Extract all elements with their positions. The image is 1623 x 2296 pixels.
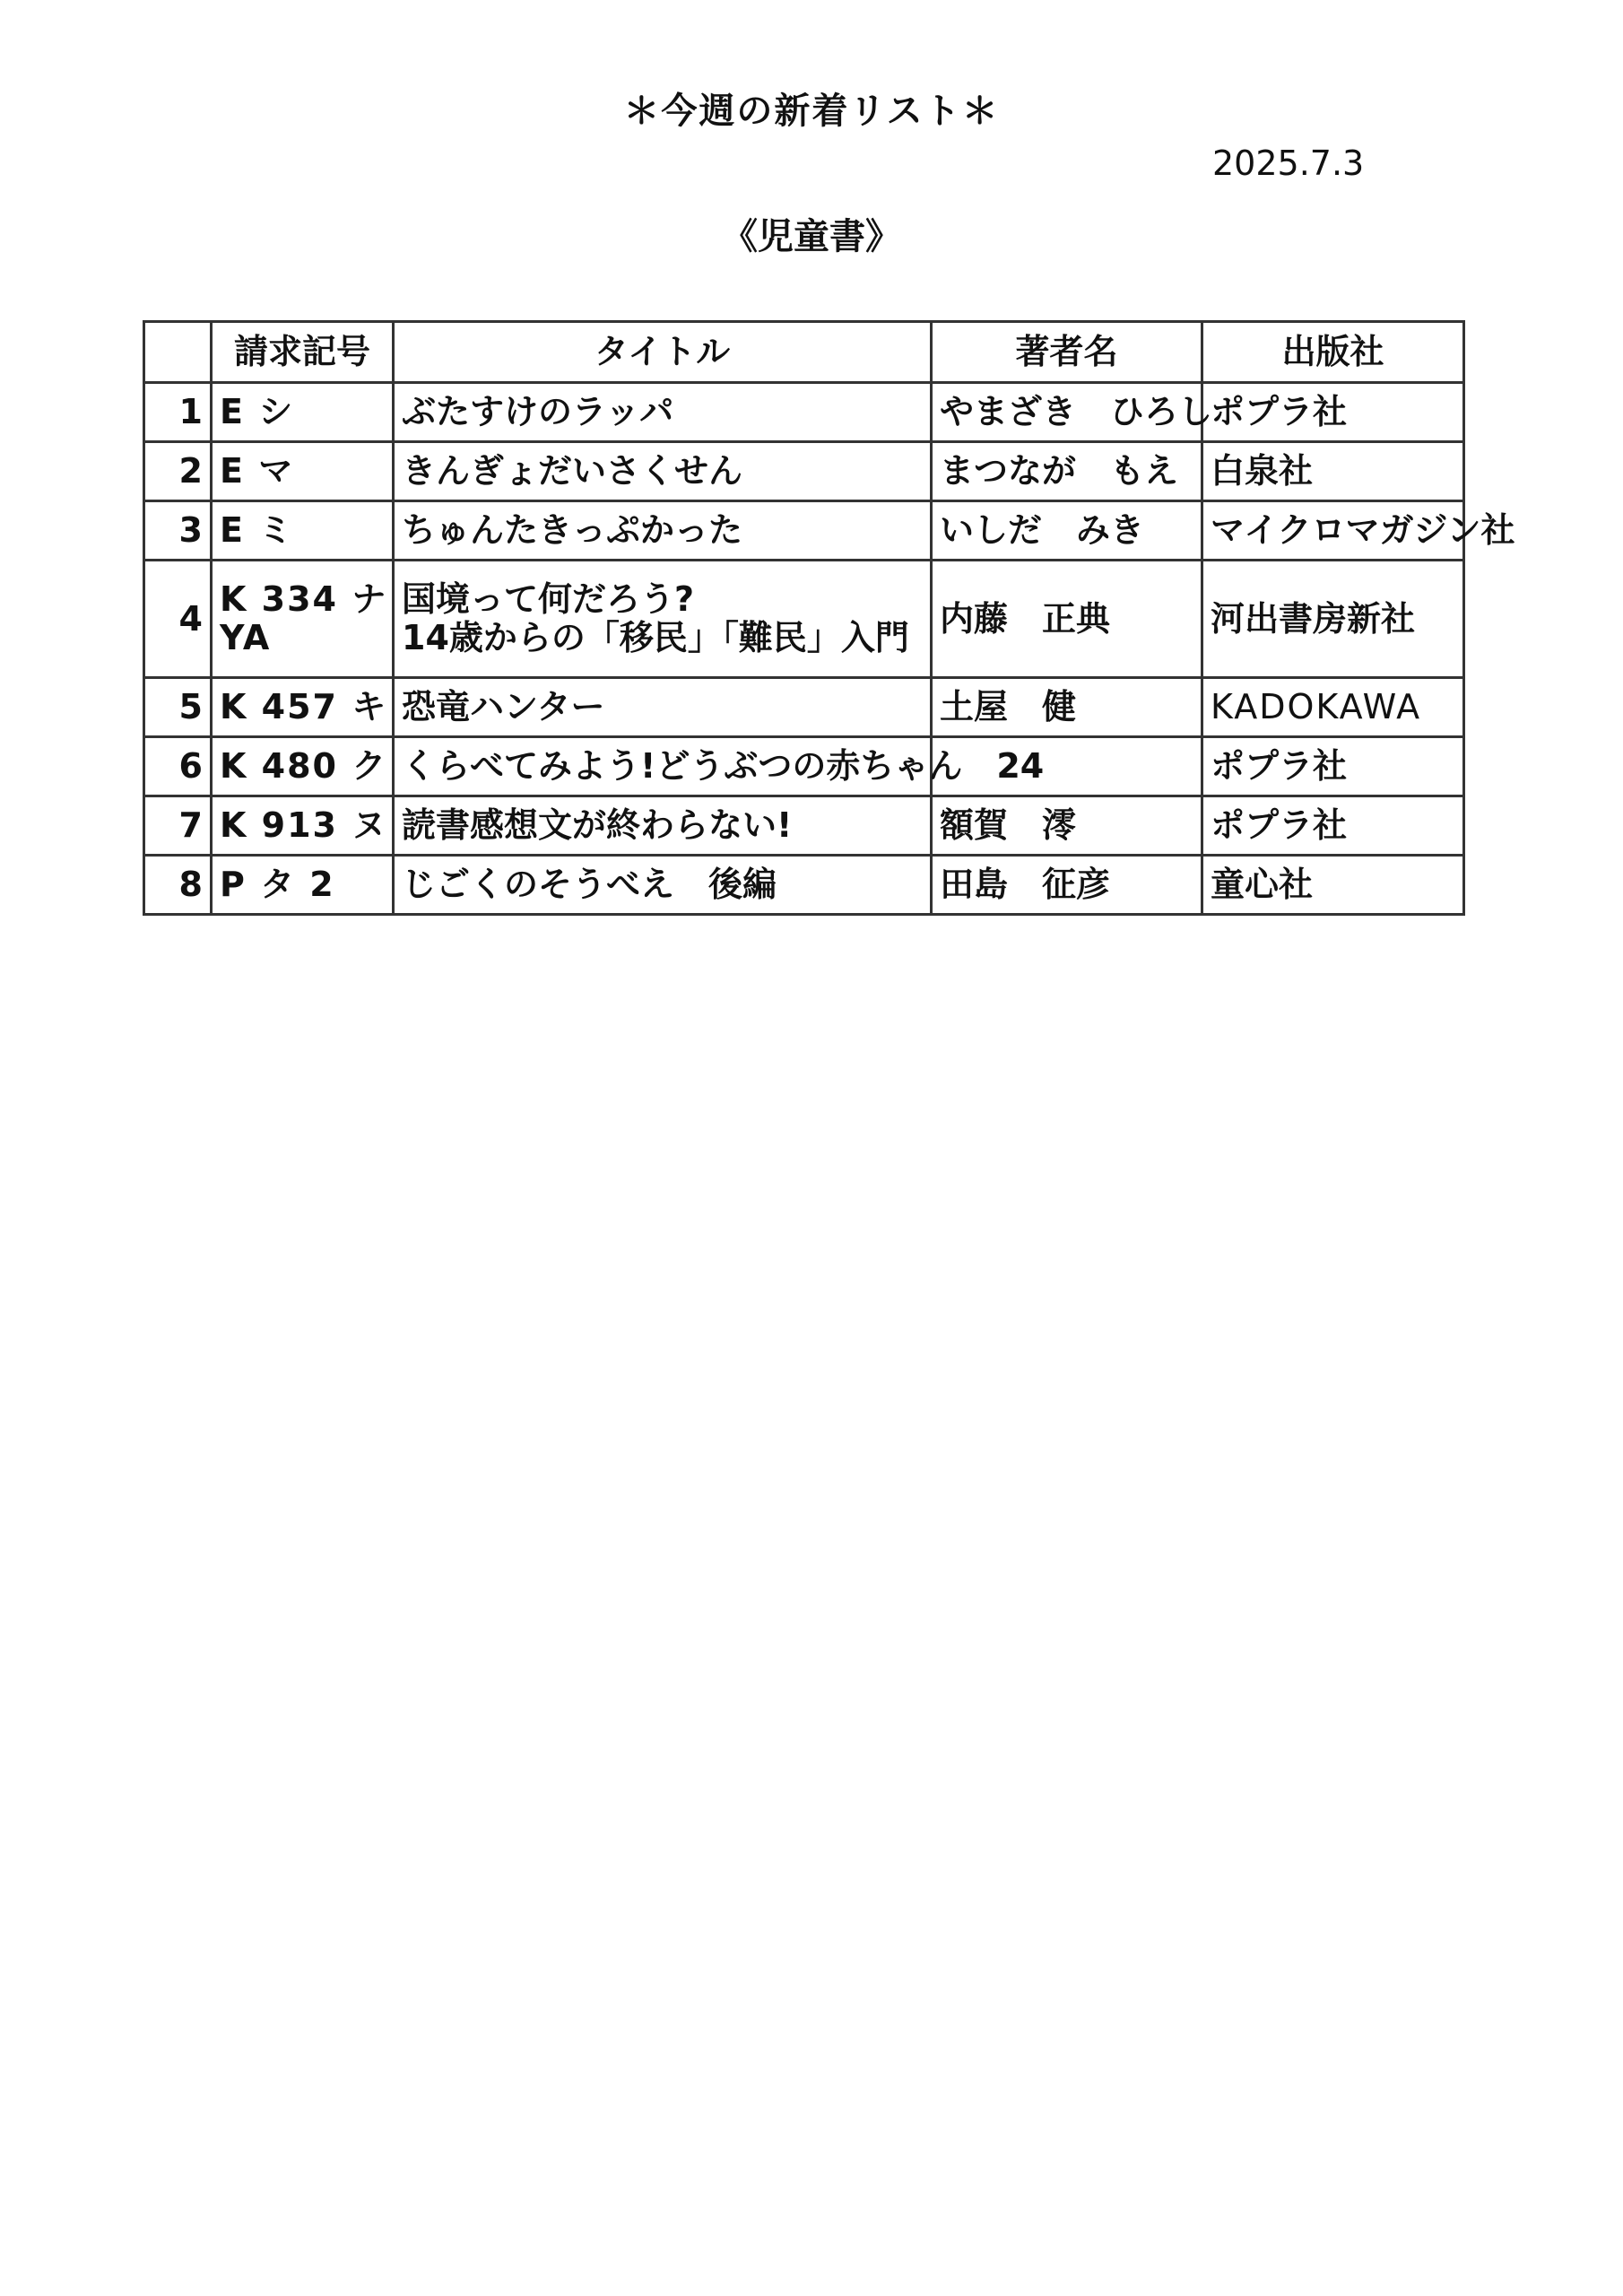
- new-arrivals-table: [143, 320, 1515, 916]
- call-number: [212, 678, 394, 737]
- table-row: [144, 737, 1464, 796]
- row-number: 4: [144, 561, 212, 678]
- header-author: 著者名: [932, 322, 1202, 383]
- header-title: タイトル: [394, 322, 932, 383]
- call-number-line: E ミ: [220, 510, 295, 551]
- table-row: [144, 856, 1464, 915]
- call-number-line: K 913 ヌ: [220, 805, 388, 846]
- book-title: [394, 737, 1045, 796]
- call-number: [212, 561, 394, 678]
- author: やまざき ひろし: [932, 383, 1202, 442]
- publisher: ポプラ社: [1202, 796, 1464, 856]
- row-number: 7: [144, 796, 212, 856]
- table-row: [144, 383, 1464, 442]
- table-header-row: [144, 322, 1464, 383]
- call-number: [212, 501, 394, 561]
- row-number: 3: [144, 501, 212, 561]
- publisher: 童心社: [1202, 856, 1464, 915]
- book-title: [394, 383, 932, 442]
- call-number: [212, 383, 394, 442]
- row-number: 6: [144, 737, 212, 796]
- book-title: [394, 796, 932, 856]
- page-title: ＊今週の新着リスト＊: [623, 91, 1000, 132]
- table-row: [144, 678, 1464, 737]
- table-row: [144, 561, 1464, 678]
- call-number-line: E シ: [220, 392, 295, 432]
- author: いしだ みき: [932, 501, 1202, 561]
- row-number: 5: [144, 678, 212, 737]
- call-number: [212, 796, 394, 856]
- row-number: 2: [144, 442, 212, 501]
- call-number-line: P タ 2: [220, 865, 335, 905]
- author: 土屋 健: [932, 678, 1202, 737]
- publisher: KADOKAWA: [1202, 678, 1464, 737]
- title-line: くらべてみよう!どうぶつの赤ちゃん 24: [402, 746, 1045, 787]
- book-title: [394, 501, 932, 561]
- book-title: [394, 442, 932, 501]
- table-row: [144, 796, 1464, 856]
- date-label: 2025.7.3: [1212, 144, 1365, 183]
- call-number: [212, 737, 394, 796]
- title-line: 読書感想文が終わらない!: [402, 805, 793, 846]
- book-title: [394, 678, 932, 737]
- header-publisher: 出版社: [1202, 322, 1464, 383]
- title-line: じごくのそうべえ 後編: [402, 865, 777, 905]
- header-call-number: 請求記号: [212, 322, 394, 383]
- publisher: 河出書房新社: [1202, 561, 1464, 678]
- call-number-line: E マ: [220, 451, 295, 491]
- author: 内藤 正典: [932, 561, 1202, 678]
- author: 額賀 澪: [932, 796, 1202, 856]
- title-line: 14歳からの「移民」「難民」入門: [402, 618, 909, 657]
- publisher: 白泉社: [1202, 442, 1464, 501]
- publisher: マイクロマガジン社: [1202, 501, 1464, 561]
- title-line: ぶたすけのラッパ: [402, 392, 674, 432]
- book-title: [394, 561, 932, 678]
- call-number-line: YA: [220, 618, 272, 657]
- header-no: [144, 322, 212, 383]
- book-title: [394, 856, 932, 915]
- title-line: きんぎょだいさくせん: [402, 451, 743, 491]
- call-number-line: K 480 ク: [220, 746, 388, 787]
- row-number: 8: [144, 856, 212, 915]
- section-title: 《児童書》: [722, 216, 901, 257]
- publisher: ポプラ社: [1202, 737, 1464, 796]
- author: まつなが もえ: [932, 442, 1202, 501]
- table-row: [144, 442, 1464, 501]
- author: 田島 征彦: [932, 856, 1202, 915]
- call-number: [212, 442, 394, 501]
- title-line: ちゅんたきっぷかった: [402, 510, 743, 551]
- call-number-line: K 334 ナ: [220, 579, 388, 620]
- publisher: ポプラ社: [1202, 383, 1464, 442]
- title-line: 国境って何だろう?: [402, 579, 695, 620]
- call-number: [212, 856, 394, 915]
- table-row: [144, 501, 1464, 561]
- row-number: 1: [144, 383, 212, 442]
- title-line: 恐竜ハンター: [402, 687, 605, 727]
- call-number-line: K 457 キ: [220, 687, 388, 727]
